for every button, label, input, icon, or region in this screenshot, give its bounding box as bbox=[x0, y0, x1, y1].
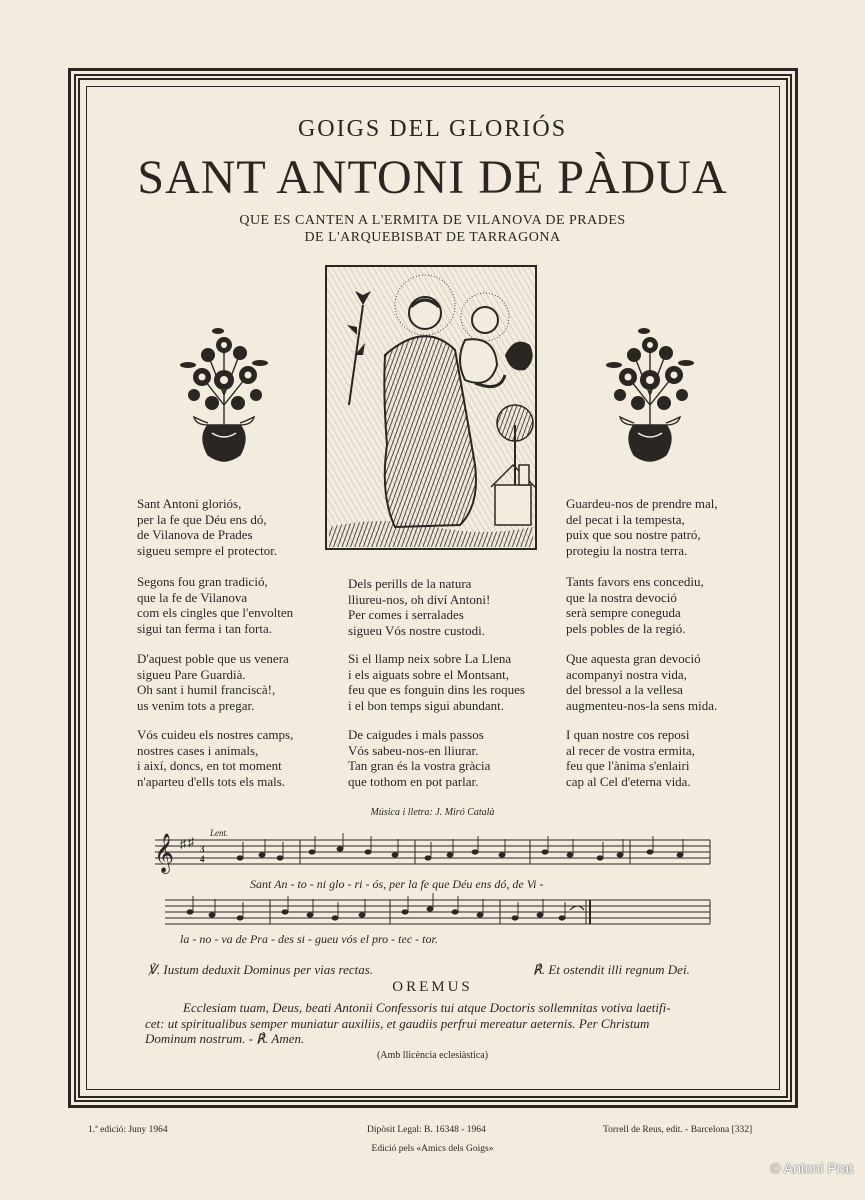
flower-vase-left-icon bbox=[178, 325, 270, 465]
verse-line: sigui tan ferma i tan forta. bbox=[137, 620, 273, 636]
heading-line1: GOIGS DEL GLORIÓS bbox=[297, 116, 568, 142]
verse-line: Segons fou gran tradició, bbox=[137, 574, 268, 589]
svg-text:♯: ♯ bbox=[180, 837, 186, 851]
copyright-watermark: © Antoni Prat bbox=[770, 1160, 853, 1176]
verse-line: De caigudes i mals passos bbox=[348, 727, 484, 742]
verse-line: Per comes i serralades bbox=[348, 607, 464, 622]
verse-line: us venim tots a pregar. bbox=[137, 697, 255, 713]
legal-deposit: Dipòsit Legal: B. 16348 - 1964 bbox=[367, 1125, 486, 1135]
verse-line: Que aquesta gran devoció bbox=[566, 651, 701, 666]
verse-line: i els aiguats sobre el Montsant, bbox=[348, 666, 510, 682]
printer-note: Torrell de Reus, edit. - Barcelona [332] bbox=[603, 1125, 753, 1135]
verse-line: Oh sant i humil franciscà!, bbox=[137, 682, 276, 697]
verse-line: sigueu sempre el protector. bbox=[137, 542, 278, 558]
lyrics-line-2: la - no - va de Pra - des si - gueu vós el pro - tec - tor. bbox=[180, 932, 438, 946]
svg-text:♯: ♯ bbox=[188, 835, 194, 849]
versicle: ℣. Iustum deduxit Dominus per vias rectas. bbox=[148, 962, 374, 977]
stanza-3 bbox=[137, 574, 293, 636]
verse-line: I quan nostre cos reposi bbox=[566, 727, 690, 742]
verse-line: del pecat i la tempesta, bbox=[566, 511, 685, 527]
verse-line: al recer de vostra ermita, bbox=[566, 742, 695, 758]
verse-line: Tants favors ens concediu, bbox=[566, 574, 704, 589]
verse-line: del bressol a la vellesa bbox=[566, 682, 683, 697]
verse-line: pels pobles de la regió. bbox=[566, 620, 686, 636]
verse-line: puix que sou nostre patró, bbox=[566, 527, 701, 542]
verse-line: feu que l'ànima s'enlairi bbox=[566, 758, 690, 773]
verse-line: Sant Antoni gloriós, bbox=[137, 496, 242, 511]
stanza-10 bbox=[348, 727, 490, 789]
verse-line: que la nostra devoció bbox=[566, 589, 677, 605]
verse-line: i el bon temps sigui abundant. bbox=[348, 697, 504, 713]
stanza-1 bbox=[137, 496, 277, 558]
response: ℟. Et ostendit illi regnum Dei. bbox=[533, 962, 690, 977]
stanza-7 bbox=[348, 651, 525, 713]
verse-line: Guardeu-nos de prendre mal, bbox=[566, 496, 718, 511]
prayer-line: Ecclesiam tuam, Deus, beati Antonii Confessoris tui atque Doctoris sollemnitas votiva laetifi- bbox=[183, 1000, 671, 1015]
stanza-6 bbox=[137, 651, 289, 713]
svg-text:4: 4 bbox=[200, 854, 205, 864]
stanza-11 bbox=[566, 727, 695, 789]
svg-text:𝄞: 𝄞 bbox=[154, 833, 175, 873]
lyrics-line-1: Sant An - to - ni glo - ri - ós, per la fe que Déu ens dó, de Vi - bbox=[250, 877, 544, 891]
verse-line: Dels perills de la natura bbox=[348, 576, 472, 591]
verse-line: augmenteu-nos-la sens mida. bbox=[566, 697, 718, 713]
verse-line: de Vilanova de Prades bbox=[137, 527, 253, 542]
music-score bbox=[150, 818, 720, 950]
verse-line: n'aparteu d'ells tots els mals. bbox=[137, 773, 286, 789]
verse-line: Vós sabeu-nos-en lliurar. bbox=[348, 742, 479, 758]
verse-line: Si el llamp neix sobre La Llena bbox=[348, 651, 512, 666]
page-title: SANT ANTONI DE PÀDUA bbox=[137, 151, 728, 204]
verse-line: sigueu Pare Guardià. bbox=[137, 666, 246, 682]
verse-line: protegiu la nostra terra. bbox=[566, 542, 688, 558]
stanza-4 bbox=[348, 576, 490, 638]
verse-line: feu que es fonguin dins les roques bbox=[348, 682, 525, 697]
verse-line: Vós cuideu els nostres camps, bbox=[137, 727, 294, 742]
stanza-2 bbox=[566, 496, 718, 558]
saint-woodcut-image bbox=[325, 265, 537, 550]
tempo-mark: Lent. bbox=[210, 828, 229, 838]
verse-line: cap al Cel d'eterna vida. bbox=[566, 773, 691, 789]
verse-line: com els cingles que l'envolten bbox=[137, 605, 294, 620]
verse-line: D'aquest poble que us venera bbox=[137, 651, 289, 666]
stanza-5 bbox=[566, 574, 704, 636]
verse-line: sigueu Vós nostre custodi. bbox=[348, 622, 485, 638]
svg-text:3: 3 bbox=[200, 844, 205, 854]
verse-line: que la fe de Vilanova bbox=[137, 589, 248, 605]
prayer-line: cet: ut spiritualibus semper muniatur auxiliis, et gaudiis perfrui mereatur aeternis. Per Christum bbox=[145, 1015, 650, 1031]
verse-line: nostres cases i animals, bbox=[137, 742, 259, 758]
oremus-title: OREMUS bbox=[392, 979, 473, 995]
verse-line: i així, doncs, en tot moment bbox=[137, 758, 282, 773]
verse-line: Tan gran és la vostra gràcia bbox=[348, 758, 491, 773]
verse-line: acompanyi nostra vida, bbox=[566, 666, 687, 682]
subtitle-line1: QUE ES CANTEN A L'ERMITA DE VILANOVA DE PRADES bbox=[239, 213, 626, 228]
edition-note: 1.ª edició: Juny 1964 bbox=[88, 1125, 168, 1135]
verse-line: lliureu-nos, oh diví Antoni! bbox=[348, 591, 491, 607]
subtitle bbox=[0, 212, 865, 246]
verse-line: que tothom en pot parlar. bbox=[348, 773, 479, 789]
music-credit: Música i lletra: J. Miró Català bbox=[370, 807, 495, 818]
stanza-9 bbox=[137, 727, 293, 789]
flower-vase-right-icon bbox=[604, 325, 696, 465]
publisher-note: Edició pels «Amics dels Goigs» bbox=[371, 1144, 494, 1154]
subtitle-line2: DE L'ARQUEBISBAT DE TARRAGONA bbox=[304, 230, 561, 245]
stanza-8 bbox=[566, 651, 717, 713]
verse-line: serà sempre coneguda bbox=[566, 605, 681, 620]
prayer-text bbox=[145, 1000, 723, 1047]
verse-line: per la fe que Déu ens dó, bbox=[137, 511, 267, 527]
prayer-line: Dominum nostrum. - ℟. Amen. bbox=[145, 1031, 305, 1046]
ecclesiastical-licence: (Amb llicència eclesiàstica) bbox=[376, 1050, 489, 1061]
